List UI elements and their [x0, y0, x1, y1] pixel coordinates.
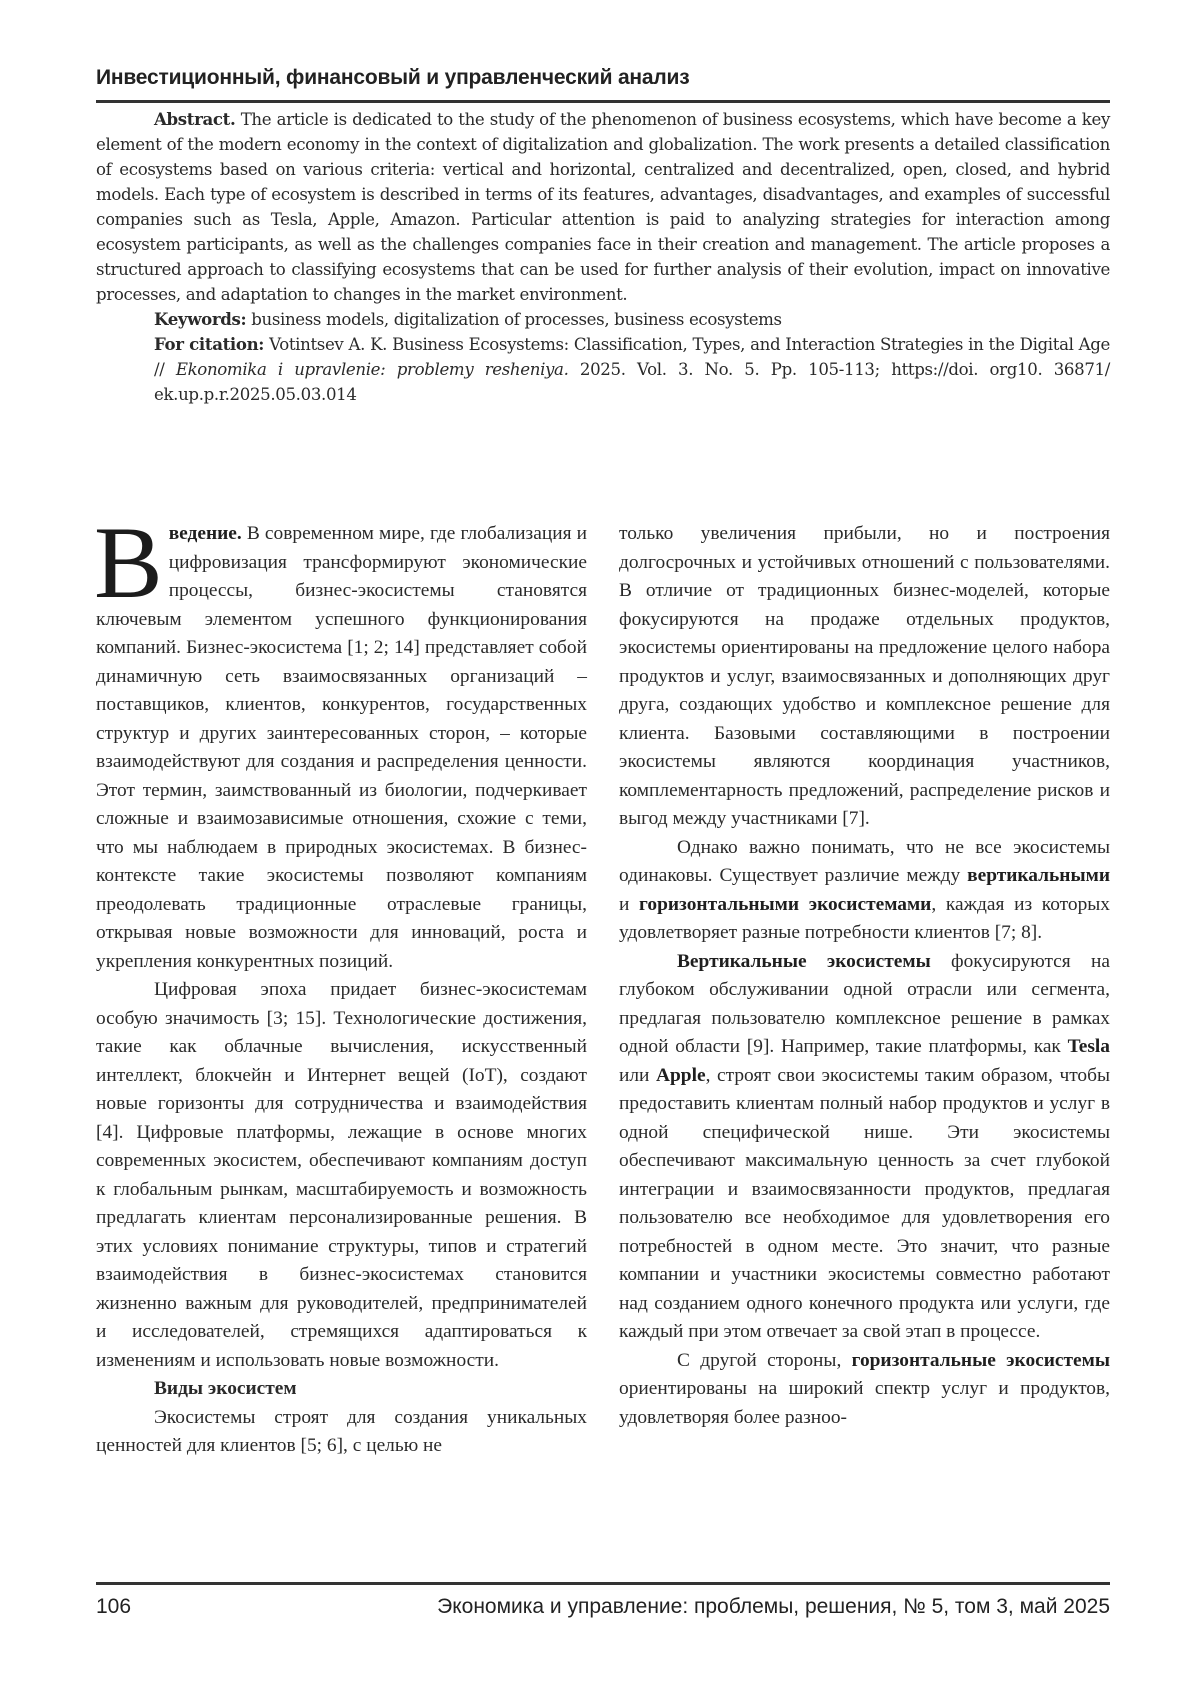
text-run: и: [619, 893, 640, 915]
citation-journal: Ekonomika i upravlenie: problemy resheniya.: [175, 360, 569, 379]
bold-term: горизонтальными экосистемами: [639, 893, 932, 915]
body-paragraph: Цифровая эпоха придает бизнес-экосистемам особую значимость [3; 15]. Технологические достижения, такие как облачные вычисления, искусственный интеллект, блокчейн и Интернет вещей (IoT), создают новые горизонты для сотрудничества и взаимодействия [4]. Цифровые платформы, лежащие в основе многих современных экосистем, обеспечивают компаниям доступ к глобальным рынкам, масштабируемость и возможность предлагать клиентам персонализированные решения. В этих условиях понимание структуры, типов и стратегий взаимодействия в бизнес-экосистемах становится жизненно важным для руководителей, предпринимателей и исследователей, стремящихся адаптироваться к изменениям и использовать новые возможности.: [96, 979, 587, 1371]
body-columns: [94, 506, 1111, 1461]
page-number: 106: [96, 1595, 132, 1618]
abstract-paragraph: [96, 107, 1110, 307]
header-rule: [96, 100, 1110, 103]
section-heading: Виды экосистем: [154, 1378, 297, 1399]
abstract-label: Abstract.: [154, 109, 236, 129]
citation-text: Votintsev A. K. Business Ecosystems: Classification, Types, and Interaction Strategies in the Digital Age //: [154, 335, 1110, 379]
bold-term: Tesla: [1067, 1036, 1110, 1057]
intro-bold: ведение.: [168, 523, 242, 544]
footer-rule: [96, 1582, 1110, 1585]
keywords-paragraph: [96, 307, 1110, 332]
bold-term: вертикальными: [967, 865, 1110, 886]
running-header-title: Инвестиционный, финансовый и управленческий анализ: [96, 66, 690, 89]
text-run: ориентированы на широкий спектр услуг и продуктов, удовлетворяя более разноо-: [619, 1378, 1110, 1428]
abstract-text: The article is dedicated to the study of the phenomenon of business ecosystems, which have become a key element of the modern economy in the context of digitalization and globalization. The work presents a detailed classification of ecosystems based on various criteria: vertical and horizontal, centralized and decentralized, open, closed, and hybrid models. Each type of ecosystem is described in terms of its features, advantages, disadvantages, and examples of successful companies such as Tesla, Apple, Amazon. Particular attention is paid to analyzing strategies for interaction among ecosystem participants, as well as the challenges companies face in their creation and management. The article proposes a structured approach to classifying ecosystems that can be used for further analysis of their evolution, impact on innovative processes, and adaptation to changes in the market environment.: [96, 110, 1110, 304]
page: [96, 62, 1110, 407]
text-run: фокусируются на глубоком обслуживании одной отрасли или сегмента, предлагая пользователю комплексное решение в рамках одной области [9]. Например, такие платформы, как: [619, 950, 1110, 1057]
body-paragraph: Экосистемы строят для создания уникальных ценностей для клиентов [5; 6], с целью не: [96, 1406, 587, 1456]
body-paragraph: [619, 834, 1110, 948]
journal-info: Экономика и управление: проблемы, решения, № 5, том 3, май 2025: [437, 1595, 1110, 1618]
citation-label: For citation:: [154, 334, 265, 354]
body-paragraph: [619, 948, 1110, 1347]
bold-term: горизонтальные экосистемы: [851, 1349, 1111, 1371]
text-run: или: [619, 1064, 657, 1086]
citation-details: 2025. Vol. 3. No. 5. Pp. 105-113; https://doi. org10. 36871/ ek.up.p.r.2025.05.03.014: [154, 360, 1110, 404]
bold-term: Вертикальные экосистемы: [677, 950, 931, 972]
body-paragraph: [619, 1347, 1110, 1433]
text-run: , строят свои экосистемы таким образом, чтобы предоставить клиентам полный набор продуктов и услуг в одной специфической нише. Эти экосистемы обеспечивают максимальную ценность за счет глубокой интеграции и взаимосвязанности продуктов, предлагая пользователю все необходимое для удовлетворения его потребностей в одном месте. Это значит, что разные компании и участники экосистемы совместно работают над созданием одного конечного продукта или услуги, где каждый при этом отвечает за свой этап в процессе.: [619, 1064, 1111, 1342]
page-footer: [96, 1592, 1110, 1622]
abstract-section: [96, 107, 1110, 407]
bold-term: Apple: [656, 1064, 706, 1086]
intro-paragraph: [94, 506, 587, 976]
intro-text: В современном мире, где глобализация и цифровизация трансформируют экономические процессы, бизнес-экосистемы становятся ключевым элементом успешного функционирования компаний. Бизнес-экосистема [1; 2; 14] представляет собой динамичную сеть взаимосвязанных организаций – поставщиков, клиентов, конкурентов, государственных структур и других заинтересованных сторон, – которые взаимодействуют для создания и распределения ценности. Этот термин, заимствованный из биологии, подчеркивает сложные и взаимозависимые отношения, схожие с теми, что мы наблюдаем в природных экосистемах. В бизнес-контексте такие экосистемы позволяют компаниям преодолевать традиционные отраслевые границы, открывая новые возможности для инноваций, роста и укрепления конкурентных позиций.: [96, 523, 587, 972]
keywords-text: business models, digitalization of processes, business ecosystems: [246, 310, 782, 329]
keywords-label: Keywords:: [154, 309, 247, 329]
text-run: С другой стороны,: [677, 1349, 852, 1371]
right-column: [619, 520, 1110, 1461]
citation-paragraph: [96, 332, 1110, 407]
drop-cap: В: [94, 506, 163, 620]
text-run: Однако важно понимать, что не все экосистемы одинаковы. Существует различие между: [619, 836, 1110, 886]
text-run: , каждая из которых удовлетворяет разные потребности клиентов [7; 8].: [619, 893, 1110, 943]
left-column: [94, 506, 587, 1461]
body-paragraph: только увеличения прибыли, но и построения долгосрочных и устойчивых отношений с пользователями. В отличие от традиционных бизнес-моделей, которые фокусируются на продаже отдельных продуктов, экосистемы ориентированы на предложение целого набора продуктов и услуг, взаимосвязанных и дополняющих друг друга, создающих удобство и комплексное решение для клиента. Базовыми составляющими в построении экосистемы являются координация участников, комплементарность предложений, распределение рисков и выгод между участниками [7].: [619, 523, 1110, 829]
